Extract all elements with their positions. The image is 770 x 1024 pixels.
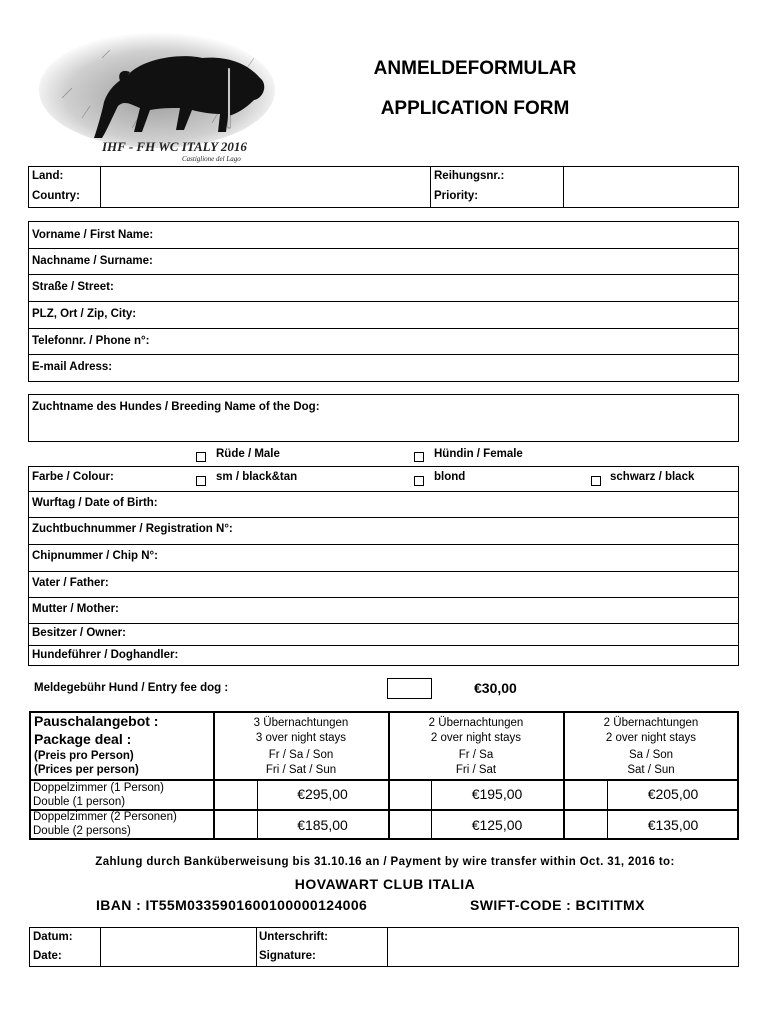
male-label: Rüde / Male (216, 448, 280, 460)
owner-label: Besitzer / Owner: (32, 627, 126, 639)
package-title-de: Pauschalangebot : (34, 713, 159, 729)
package-price-en: (Prices per person) (34, 764, 139, 776)
package-col3-header (565, 716, 737, 778)
row1-option2-checkbox[interactable] (390, 781, 430, 808)
signature-label: Signature: (259, 950, 316, 962)
entry-fee-checkbox[interactable] (387, 678, 432, 699)
female-checkbox[interactable] (414, 452, 424, 462)
row1-label-de: Doppelzimmer (1 Person) (33, 782, 165, 794)
priority-input[interactable] (567, 176, 739, 198)
reihung-label: Reihungsnr.: (434, 170, 505, 182)
date-label: Date: (33, 950, 62, 962)
father-input[interactable] (200, 574, 734, 594)
logo-subtext: Castiglione del Lago (182, 155, 241, 163)
country-input[interactable] (104, 176, 428, 198)
package-row2-label (33, 810, 177, 838)
colour-black-label: schwarz / black (610, 471, 695, 483)
package-title-en: Package deal : (34, 731, 132, 747)
col3-line1: 2 Übernachtungen (603, 717, 699, 729)
row1-price2: €195,00 (471, 786, 523, 802)
logo (32, 28, 277, 163)
dog-illustration (32, 28, 277, 163)
col2-line2: 2 over night stays (430, 732, 522, 744)
surname-label: Nachname / Surname: (32, 255, 153, 267)
mother-label: Mutter / Mother: (32, 603, 119, 615)
registration-input[interactable] (270, 521, 734, 541)
doghandler-input[interactable] (210, 647, 734, 666)
row1-price1: €295,00 (297, 786, 348, 802)
datum-label: Datum: (33, 931, 73, 943)
female-label: Hündin / Female (434, 448, 523, 460)
street-label: Straße / Street: (32, 281, 114, 293)
col2-line4: Fri / Sat (455, 764, 497, 776)
street-input[interactable] (180, 279, 734, 299)
date-of-birth-label: Wurftag / Date of Birth: (32, 497, 158, 509)
email-input[interactable] (180, 359, 734, 379)
row1-option1-checkbox[interactable] (215, 781, 256, 808)
colour-sm-checkbox[interactable] (196, 476, 206, 486)
colour-blond-label: blond (434, 471, 466, 483)
unterschrift-label: Unterschrift: (259, 931, 329, 943)
col2-line3: Fr / Sa (458, 749, 494, 761)
col3-line3: Sa / Son (628, 749, 674, 761)
row2-option2-checkbox[interactable] (390, 811, 430, 838)
swift-code: SWIFT-CODE : BCITITMX (470, 897, 645, 913)
package-col2-header (390, 716, 562, 778)
row2-label-en: Double (2 persons) (33, 825, 131, 837)
first-name-label: Vorname / First Name: (32, 229, 154, 241)
phone-label: Telefonnr. / Phone n°: (32, 335, 150, 347)
row2-price2: €125,00 (471, 817, 523, 833)
row1-price3: €205,00 (647, 786, 699, 802)
father-label: Vater / Father: (32, 577, 109, 589)
phone-input[interactable] (180, 332, 734, 352)
colour-blond-checkbox[interactable] (414, 476, 424, 486)
col1-line1: 3 Übernachtungen (253, 717, 349, 729)
row2-price3: €135,00 (647, 817, 699, 833)
email-label: E-mail Adress: (32, 361, 113, 373)
colour-label: Farbe / Colour: (32, 471, 114, 483)
land-label: Land: (32, 170, 64, 182)
surname-input[interactable] (180, 252, 734, 272)
mother-input[interactable] (200, 600, 734, 620)
row2-option3-checkbox[interactable] (565, 811, 606, 838)
priority-label: Priority: (434, 190, 479, 202)
registration-label: Zuchtbuchnummer / Registration N°: (32, 523, 233, 535)
country-label: Country: (32, 190, 80, 202)
date-input[interactable] (104, 937, 256, 959)
breeding-name-label: Zuchtname des Hundes / Breeding Name of the Dog: (32, 401, 320, 413)
package-row1-label (33, 781, 164, 809)
col2-line1: 2 Übernachtungen (428, 717, 524, 729)
row1-label-en: Double (1 person) (33, 796, 126, 808)
colour-sm-label: sm / black&tan (216, 471, 298, 483)
payment-instruction: Zahlung durch Banküberweisung bis 31.10.16 an / Payment by wire transfer within Oct. 31, 2016 to: (95, 856, 675, 868)
col3-line4: Sat / Sun (627, 764, 675, 776)
title-en: APPLICATION FORM (380, 98, 570, 119)
owner-input[interactable] (200, 625, 734, 644)
breeding-name-input[interactable] (32, 418, 736, 440)
date-of-birth-input[interactable] (200, 494, 734, 514)
first-name-input[interactable] (180, 226, 734, 246)
male-checkbox[interactable] (196, 452, 206, 462)
row2-price1: €185,00 (297, 817, 348, 833)
package-price-de: (Preis pro Person) (34, 750, 134, 762)
iban: IBAN : IT55M0335901600100000124006 (96, 897, 368, 913)
colour-black-checkbox[interactable] (591, 476, 601, 486)
row2-label-de: Doppelzimmer (2 Personen) (33, 811, 177, 823)
entry-fee-label: Meldegebühr Hund / Entry fee dog : (34, 682, 229, 694)
club-name: HOVAWART CLUB ITALIA (294, 876, 476, 892)
row1-option3-checkbox[interactable] (565, 781, 606, 808)
chip-input[interactable] (200, 548, 734, 568)
logo-text: IHF - FH WC ITALY 2016 (102, 139, 247, 154)
entry-fee-amount: €30,00 (474, 680, 517, 696)
doghandler-label: Hundeführer / Doghandler: (32, 649, 179, 661)
signature-input[interactable] (391, 937, 739, 959)
zip-city-label: PLZ, Ort / Zip, City: (32, 308, 137, 320)
col3-line2: 2 over night stays (605, 732, 697, 744)
col1-line3: Fr / Sa / Son (268, 749, 334, 761)
title-de: ANMELDEFORMULAR (373, 58, 577, 79)
package-col1-header (215, 716, 387, 778)
row2-option1-checkbox[interactable] (215, 811, 256, 838)
col1-line4: Fri / Sat / Sun (265, 764, 337, 776)
zip-city-input[interactable] (180, 306, 734, 326)
col1-line2: 3 over night stays (255, 732, 347, 744)
chip-label: Chipnummer / Chip N°: (32, 550, 158, 562)
